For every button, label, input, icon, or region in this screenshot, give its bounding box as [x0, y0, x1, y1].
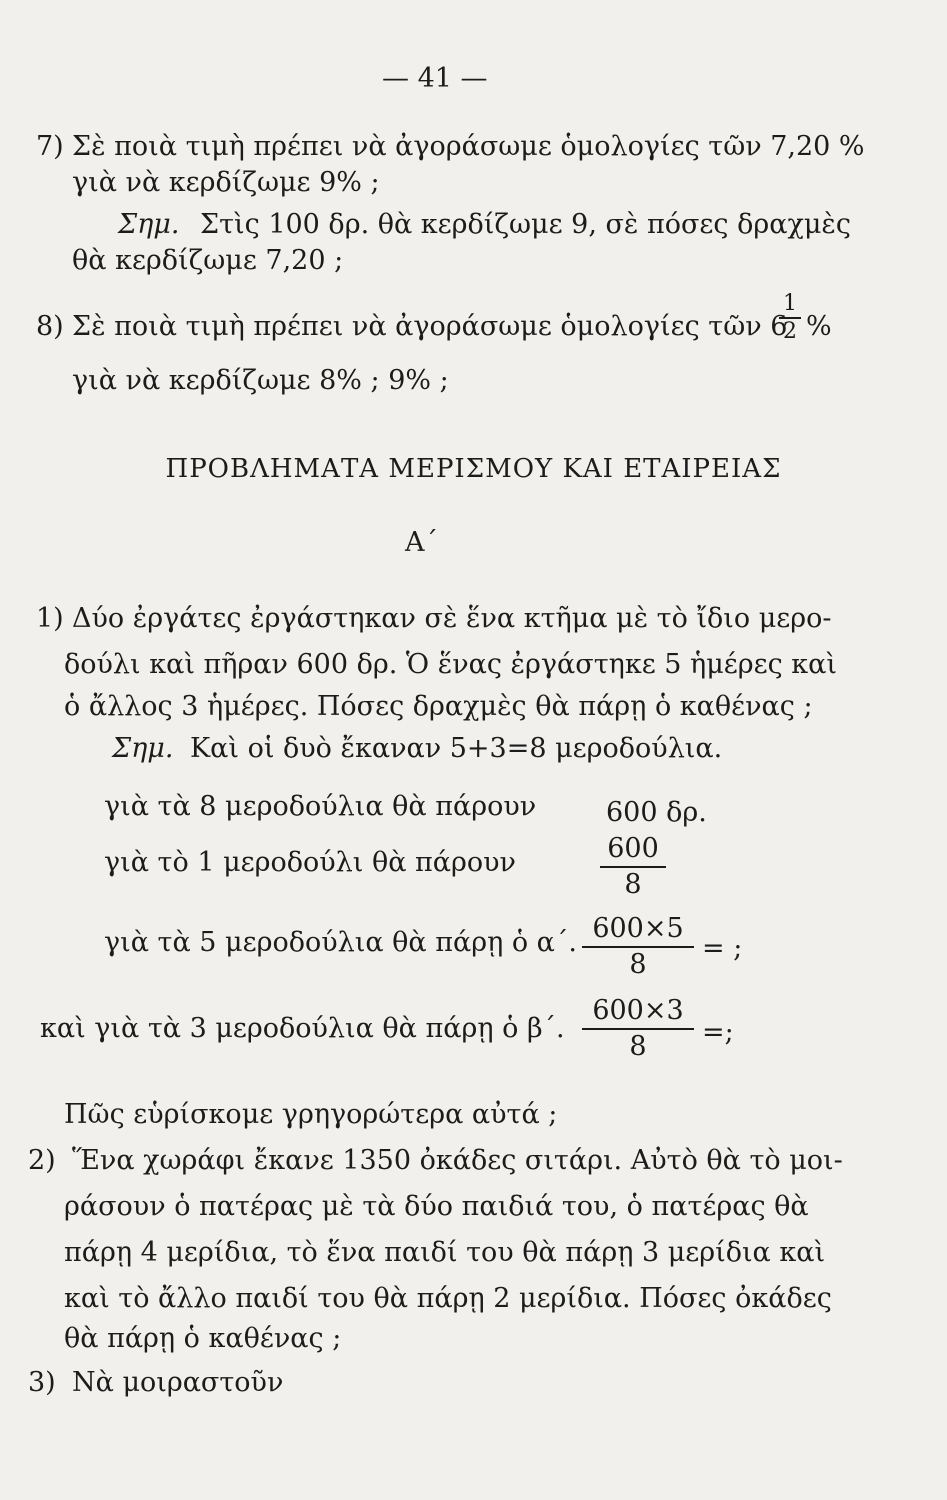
problem-1-row-2-text: γιὰ τὸ 1 μεροδούλι θὰ πάρουν — [104, 847, 516, 878]
problem-8-fraction-denominator: 2 — [783, 319, 797, 344]
fraction-numerator: 600×3 — [592, 995, 684, 1026]
problem-7-line-1: Σὲ ποιὰ τιμὴ πρέπει νὰ ἀγοράσωμε ὁμολογίες τῶν 7,20 % — [72, 131, 865, 162]
fraction-bar — [582, 1028, 694, 1030]
fraction-bar — [600, 866, 666, 868]
problem-1-row-3-end: = ; — [702, 933, 743, 964]
section-title: ΠΡΟΒΛΗΜΑΤΑ ΜΕΡΙΣΜΟΥ ΚΑΙ ΕΤΑΙΡΕΙΑΣ — [165, 454, 782, 484]
page-number: — 41 — — [382, 63, 488, 94]
fraction-numerator: 600 — [607, 833, 659, 864]
problem-2-line-5: θὰ πάρῃ ὁ καθένας ; — [64, 1323, 342, 1354]
problem-2-line-1: Ἕνα χωράφι ἔκανε 1350 ὀκάδες σιτάρι. Αὐτὸ θὰ τὸ μοι- — [72, 1145, 843, 1176]
fraction-numerator: 600×5 — [592, 913, 684, 944]
problem-2-line-2: ράσουν ὁ πατέρας μὲ τὰ δύο παιδιά του, ὁ πατέρας θὰ — [64, 1191, 809, 1222]
problem-2-number: 2) — [28, 1145, 56, 1176]
problem-8-fraction-numerator: 1 — [783, 291, 797, 316]
problem-1-number: 1) — [36, 603, 64, 634]
problem-1-line-3: ὁ ἄλλος 3 ἡμέρες. Πόσες δραχμὲς θὰ πάρῃ ὁ καθένας ; — [64, 691, 813, 722]
problem-1-row-3-text: γιὰ τὰ 5 μεροδούλια θὰ πάρῃ ὁ α΄. — [104, 927, 577, 958]
problem-7-note-line-1: Στὶς 100 δρ. θὰ κερδίζωμε 9, σὲ πόσες δραχμὲς — [200, 209, 851, 240]
fraction-denominator: 8 — [629, 1031, 647, 1062]
problem-3-number: 3) — [28, 1367, 56, 1398]
problem-1-row-2-fraction — [600, 834, 666, 900]
problem-1-note-text: Καὶ οἱ δυὸ ἔκαναν 5+3=8 μεροδούλια. — [190, 733, 723, 764]
problem-1-line-1: Δύο ἐργάτες ἐργάστηκαν σὲ ἕνα κτῆμα μὲ τὸ ἴδιο μερο- — [72, 603, 832, 634]
problem-7-number: 7) — [36, 131, 64, 162]
problem-1-row-4-fraction — [582, 996, 694, 1062]
problem-1-row-1-value: 600 δρ. — [606, 797, 707, 828]
problem-3-line-1: Νὰ μοιραστοῦν — [72, 1367, 284, 1398]
fraction-denominator: 8 — [624, 869, 642, 900]
problem-1-note-label: Σημ. — [112, 733, 174, 764]
problem-7-note-label: Σημ. — [118, 209, 180, 240]
problem-2-line-3: πάρῃ 4 μερίδια, τὸ ἕνα παιδί του θὰ πάρῃ 3 μερίδια καὶ — [64, 1237, 826, 1268]
problem-1-row-4-end: =; — [702, 1017, 734, 1048]
problem-1-row-1-text: γιὰ τὰ 8 μεροδούλια θὰ πάρουν — [104, 791, 537, 822]
problem-7-note-line-2: θὰ κερδίζωμε 7,20 ; — [72, 245, 344, 276]
problem-1-row-3-fraction — [582, 914, 694, 980]
problem-8-line-2: γιὰ νὰ κερδίζωμε 8% ; 9% ; — [72, 365, 449, 396]
problem-2-line-4: καὶ τὸ ἄλλο παιδί του θὰ πάρῃ 2 μερίδια. Πόσες ὀκάδες — [64, 1283, 832, 1314]
problem-1-question: Πῶς εὑρίσκομε γρηγορώτερα αὐτά ; — [64, 1099, 558, 1130]
problem-8-line-1: Σὲ ποιὰ τιμὴ πρέπει νὰ ἀγοράσωμε ὁμολογίες τῶν 6 — [72, 311, 788, 342]
section-subtitle: Α΄ — [405, 527, 438, 558]
problem-1-line-2: δούλι καὶ πῆραν 600 δρ. Ὁ ἕνας ἐργάστηκε 5 ἡμέρες καὶ — [64, 649, 837, 680]
problem-8-percent: % — [806, 311, 832, 342]
fraction-bar — [582, 946, 694, 948]
problem-7-line-2: γιὰ νὰ κερδίζωμε 9% ; — [72, 167, 380, 198]
problem-1-row-4-text: καὶ γιὰ τὰ 3 μεροδούλια θὰ πάρῃ ὁ β΄. — [40, 1013, 565, 1044]
problem-8-number: 8) — [36, 311, 64, 342]
fraction-denominator: 8 — [629, 949, 647, 980]
problem-8-fraction — [779, 292, 801, 344]
